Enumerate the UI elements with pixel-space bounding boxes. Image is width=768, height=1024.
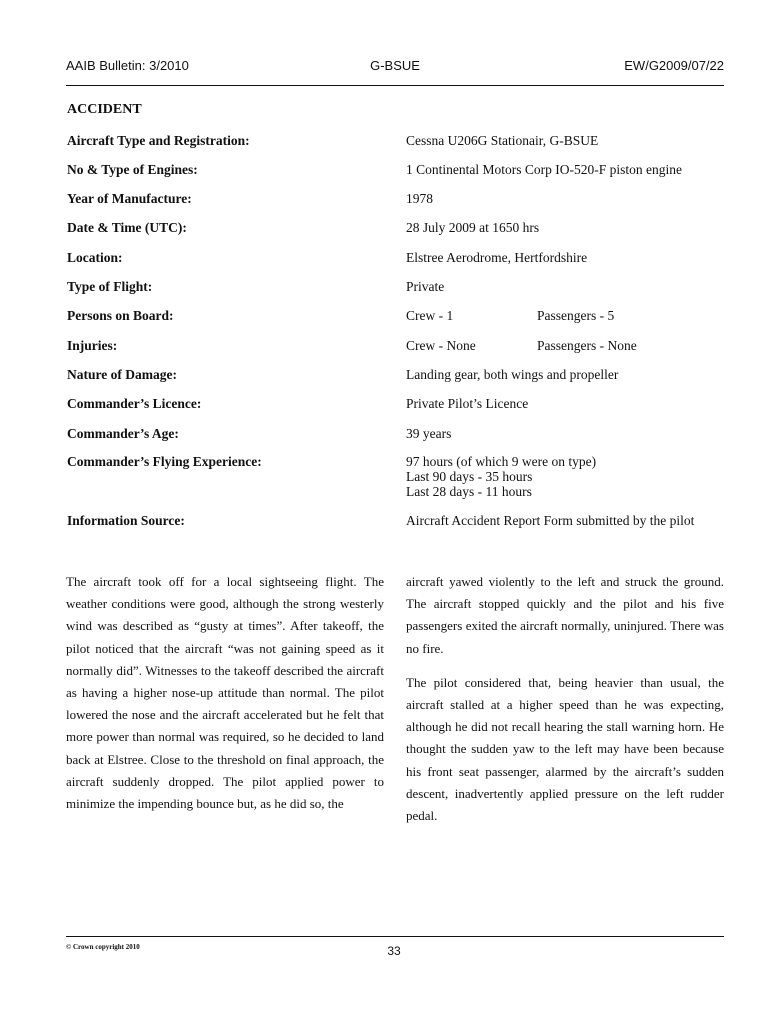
- section-title: ACCIDENT: [67, 102, 142, 117]
- report-reference: EW/G2009/07/22: [624, 58, 724, 73]
- fact-label: Information Source:: [67, 513, 185, 528]
- fact-value: Cessna U206G Stationair, G-BSUE: [406, 133, 599, 148]
- fact-value-secondary: Passengers - 5: [537, 308, 615, 323]
- fact-label: Nature of Damage:: [67, 367, 177, 382]
- copyright-notice: © Crown copyright 2010: [66, 943, 140, 951]
- fact-value-secondary: Passengers - None: [537, 338, 637, 353]
- fact-value: 1978: [406, 191, 433, 206]
- fact-value: Crew - None: [406, 338, 476, 353]
- aircraft-registration: G-BSUE: [370, 58, 420, 73]
- page-header: [66, 58, 724, 78]
- fact-label: Year of Manufacture:: [67, 191, 192, 206]
- fact-value: 97 hours (of which 9 were on type) Last 90 days - 35 hours Last 28 days - 11 hours: [406, 454, 597, 499]
- fact-label: Commander’s Licence:: [67, 396, 202, 411]
- fact-value: Private: [406, 279, 445, 294]
- fact-value: Private Pilot’s Licence: [406, 396, 529, 411]
- body-column-right: [406, 571, 724, 839]
- fact-label: Type of Flight:: [67, 279, 153, 294]
- fact-label: Injuries:: [67, 338, 118, 353]
- fact-label: No & Type of Engines:: [67, 162, 198, 177]
- fact-label: Aircraft Type and Registration:: [67, 133, 250, 148]
- body-paragraph: The pilot considered that, being heavier than usual, the aircraft stalled at a higher speed than he was expecting, although he did not recall hearing the stall warning horn. He thought the sudden yaw to the left may have been because his front seat passenger, alarmed by the aircraft’s sudden descent, inadvertently applied pressure on the left rudder pedal.: [406, 674, 724, 824]
- fact-label: Persons on Board:: [67, 308, 174, 323]
- fact-label: Location:: [67, 250, 123, 265]
- body-paragraph: aircraft yawed violently to the left and struck the ground. The aircraft stopped quickly and the pilot and his five passengers exited the aircraft normally, uninjured. There was no fire.: [406, 574, 724, 656]
- fact-label: Commander’s Flying Experience:: [67, 454, 262, 469]
- fact-value: Aircraft Accident Report Form submitted by the pilot: [406, 513, 695, 528]
- fact-label: Commander’s Age:: [67, 426, 179, 441]
- fact-label: Date & Time (UTC):: [67, 220, 187, 235]
- page-number: 33: [387, 944, 401, 958]
- fact-value: Elstree Aerodrome, Hertfordshire: [406, 250, 588, 265]
- footer-divider: [66, 936, 724, 937]
- fact-value: Crew - 1: [406, 308, 454, 323]
- bulletin-number: AAIB Bulletin: 3/2010: [66, 58, 189, 73]
- fact-value: 39 years: [406, 426, 452, 441]
- body-paragraph: The aircraft took off for a local sightseeing flight. The weather conditions were good, although the strong westerly wind was described as “gusty at times”. After takeoff, the pilot noticed that the aircraft “was not gaining speed as it normally did”. Witnesses to the takeoff described the aircraft as having a higher nose-up attitude than normal. The pilot lowered the nose and the aircraft accelerated but he felt that more power than normal was required, so he decided to land back at Elstree. Close to the threshold on final approach, the aircraft suddenly dropped. The pilot applied power to minimize the impending bounce but, as he did so, the: [66, 574, 384, 812]
- fact-value: Landing gear, both wings and propeller: [406, 367, 619, 382]
- header-divider: [66, 85, 724, 86]
- fact-value: 1 Continental Motors Corp IO-520-F piston engine: [406, 162, 682, 177]
- fact-value: 28 July 2009 at 1650 hrs: [406, 220, 540, 235]
- body-column-left: [66, 571, 384, 827]
